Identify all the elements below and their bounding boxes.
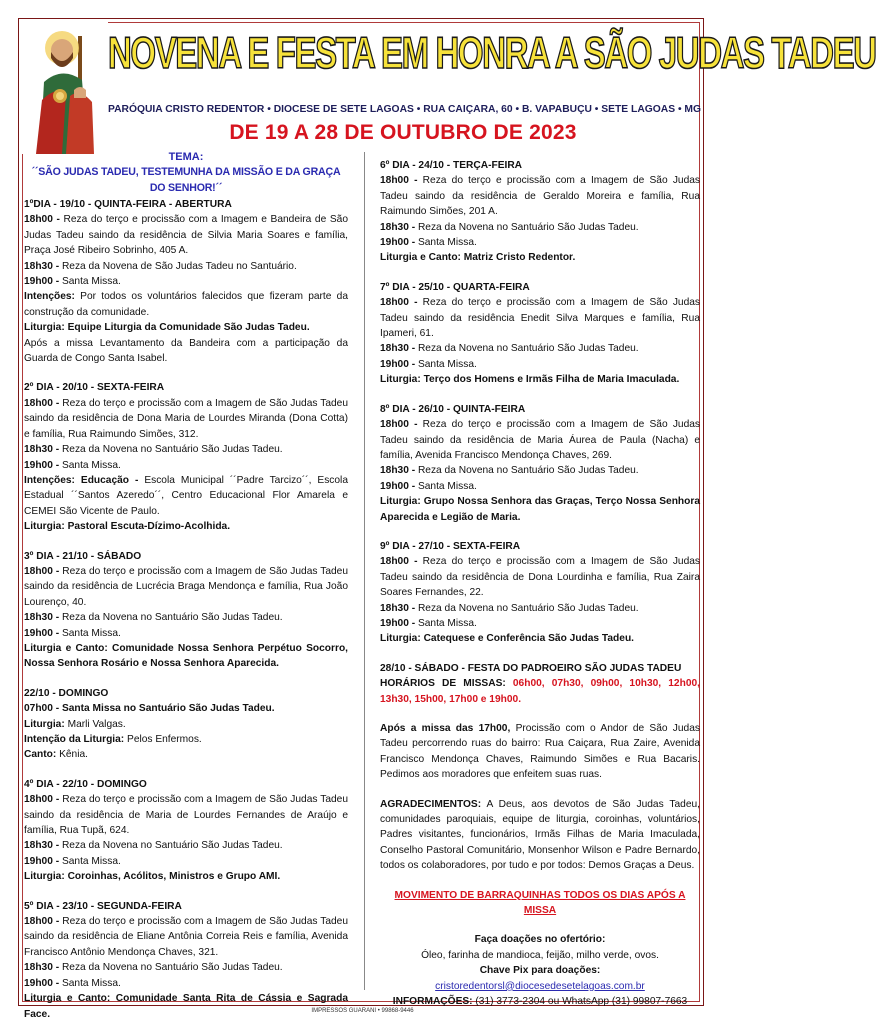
day-4 — [24, 777, 348, 885]
day-heading: 8º DIA - 26/10 - QUINTA-FEIRA — [380, 403, 526, 415]
page-title: NOVENA E FESTA EM HONRA A SÃO JUDAS TADEU — [108, 27, 876, 78]
day-liturgy: Liturgia: Catequese e Conferência São Judas Tadeu. — [380, 633, 634, 645]
day-liturgy: Liturgia: Grupo Nossa Senhora das Graças, Terço Nossa Senhora Aparecida e Legião de Maria. — [380, 496, 700, 523]
day-heading: 7º DIA - 25/10 - QUARTA-FEIRA — [380, 281, 530, 293]
barraquinhas-notice: MOVIMENTO DE BARRAQUINHAS TODOS OS DIAS APÓS A MISSA — [394, 889, 686, 917]
day-line: Após a missa Levantamento da Bandeira com a participação da Guarda de Congo Santa Isabel. — [24, 337, 348, 365]
event-dates: DE 19 A 28 DE OUTUBRO DE 2023 — [229, 121, 577, 144]
festa-block — [380, 661, 700, 707]
day-line: Canto: Kênia. — [24, 749, 88, 761]
day-3 — [24, 549, 348, 672]
tema-text: ´´SÃO JUDAS TADEU, TESTEMUNHA DA MISSÃO E DA GRAÇA DO SENHOR!´´ — [31, 166, 341, 194]
day-line: 19h00 - Santa Missa. — [380, 480, 477, 492]
left-column — [24, 150, 348, 1036]
day-7 — [380, 280, 700, 388]
day-line: 18h00 - Reza do terço e procissão com a Imagem de São Judas Tadeu saindo da residência de Eliane Antônia Correia Reis e família, Avenida Francisco Antônio Mendonça Chaves, 321. — [24, 916, 349, 958]
informacoes-line: INFORMAÇÕES: (31) 3773-2304 ou WhatsApp (31) 99807-7663 — [392, 996, 688, 1008]
day-line: Liturgia: Marli Valgas. — [24, 718, 126, 730]
day-liturgy: Liturgia e Canto: Comunidade Nossa Senhora Perpétuo Socorro, Nossa Senhora Rosário e Nossa Senhora Aparecida. — [24, 642, 348, 670]
printer-credit: IMPRESSOS GUARANI • 99868-9446 — [311, 1008, 414, 1014]
day-line: 19h00 - Santa Missa. — [24, 276, 121, 288]
day-line: 18h00 - Reza do terço e procissão com a Imagem de São Judas Tadeu saindo da residência Enedit Silva Marques e família, Rua Ipameri, 61. — [380, 297, 700, 340]
day-line: Intenções: Por todos os voluntários falecidos que fizeram parte da construção da comunidade. — [24, 291, 348, 318]
day-line: 18h00 - Reza do terço e procissão com a Imagem de São Judas Tadeu saindo da residência de Geraldo Moreira e família, Rua Raimundo Simões, 201 A. — [380, 175, 700, 218]
day-liturgy: Liturgia: Equipe Liturgia da Comunidade São Judas Tadeu. — [24, 322, 310, 334]
day-1 — [24, 197, 348, 366]
day-line: 07h00 - Santa Missa no Santuário São Judas Tadeu. — [24, 703, 275, 715]
day-line: 18h30 - Reza da Novena no Santuário São Judas Tadeu. — [380, 602, 639, 614]
day-line: 18h30 - Reza da Novena no Santuário São Judas Tadeu. — [380, 221, 639, 233]
day-heading: 9º DIA - 27/10 - SEXTA-FEIRA — [380, 540, 521, 552]
day-liturgy: Liturgia e Canto: Matriz Cristo Redentor. — [380, 252, 576, 264]
day-line: 18h30 - Reza da Novena de São Judas Tadeu no Santuário. — [24, 260, 297, 272]
festa-heading: 28/10 - SÁBADO - FESTA DO PADROEIRO SÃO JUDAS TADEU — [380, 662, 682, 674]
day-liturgy: Liturgia: Pastoral Escuta-Dízimo-Acolhida. — [24, 521, 231, 533]
day-2 — [24, 380, 348, 534]
day-8 — [380, 402, 700, 525]
day-line: 19h00 - Santa Missa. — [380, 358, 477, 370]
day-6 — [380, 158, 700, 266]
day-line: 18h00 - Reza do terço e procissão com a Imagem de São Judas Tadeu saindo da residência de Dona Maria de Lourdes Miranda (Dona Cotta) e família, Rua Raimundo Simões, 312. — [24, 397, 349, 440]
day-line: 18h30 - Reza da Novena no Santuário São Judas Tadeu. — [380, 343, 639, 355]
day-line: 19h00 - Santa Missa. — [24, 977, 121, 989]
day-line: 18h30 - Reza da Novena no Santuário São Judas Tadeu. — [24, 444, 283, 456]
day-line: 18h00 - Reza do terço e procissão com a Imagem e Bandeira de São Judas Tadeu saindo da residência de Silvia Maria Soares e família, Praça José Ribeiro Sobrinho, 405 A. — [24, 214, 349, 257]
procissao-block — [380, 721, 700, 783]
pix-email-link[interactable]: cristoredentorsl@diocesedesetelagoas.com.br — [435, 980, 645, 992]
day-heading: 1ºDIA - 19/10 - QUINTA-FEIRA - ABERTURA — [24, 199, 232, 210]
day-line: 18h00 - Reza do terço e procissão com a Imagem de São Judas Tadeu saindo da residência de Lucrécia Braga Mendonça e família, Rua João Lourenço, 40. — [24, 565, 349, 608]
tema-label: TEMA: — [168, 151, 204, 163]
day-line: 19h00 - Santa Missa. — [24, 459, 121, 471]
doacoes-title: Faça doações no ofertório: — [474, 934, 606, 946]
day-heading: 22/10 - DOMINGO — [24, 687, 109, 699]
day-line: 18h30 - Reza da Novena no Santuário São Judas Tadeu. — [24, 962, 283, 974]
day-heading: 4º DIA - 22/10 - DOMINGO — [24, 778, 147, 790]
pix-label: Chave Pix para doações: — [479, 965, 601, 977]
day-line: 18h00 - Reza do terço e procissão com a Imagem de São Judas Tadeu saindo da residência de Maria de Lourdes Fernandes de Araújo e família, Rua Tupã, 624. — [24, 794, 349, 837]
day-9 — [380, 539, 700, 647]
day-heading: 3º DIA - 21/10 - SÁBADO — [24, 550, 142, 562]
procissao-text: Após a missa das 17h00, Procissão com o Andor de São Judas Tadeu percorrendo ruas do bairro: Rua Caiçara, Rua Zaire, Avenida Francisco Mendonça Chaves, Raimundo Simões e Rua Bacaris. Pedimos aos moradores que enfeitem suas ruas. — [380, 723, 700, 781]
day-liturgy: Liturgia e Canto: Comunidade Santa Rita de Cássia e Sagrada Face. — [24, 993, 348, 1020]
day-line: 18h00 - Reza do terço e procissão com a Imagem de São Judas Tadeu saindo da residência de Maria Áurea de Paula (Nacha) e família, Avenida Francisco Mendonça Chaves, 269. — [380, 419, 700, 461]
day-liturgy: Liturgia: Coroinhas, Acólitos, Ministros e Grupo AMI. — [24, 871, 281, 883]
day-heading: 5º DIA - 23/10 - SEGUNDA-FEIRA — [24, 900, 182, 912]
day-line: 19h00 - Santa Missa. — [24, 855, 121, 867]
day-line: 18h30 - Reza da Novena no Santuário São Judas Tadeu. — [24, 840, 283, 852]
day-line: 19h00 - Santa Missa. — [380, 617, 477, 629]
day-line: 19h00 - Santa Missa. — [24, 627, 121, 639]
parish-subtitle: PARÓQUIA CRISTO REDENTOR • DIOCESE DE SETE LAGOAS • RUA CAIÇARA, 60 • B. VAPABUÇU • SETE LAGOAS • MG — [108, 104, 701, 115]
day-sunday-mass — [24, 686, 348, 763]
festa-horarios: HORÁRIOS DE MISSAS: 06h00, 07h30, 09h00, 10h30, 12h00, 13h30, 15h00, 17h00 e 19h00. — [380, 678, 700, 705]
day-line: 18h30 - Reza da Novena no Santuário São Judas Tadeu. — [380, 465, 639, 477]
agradecimentos-text: AGRADECIMENTOS: A Deus, aos devotos de São Judas Tadeu, comunidades paroquiais, equipe de liturgia, coroinhas, voluntários, Padres visitantes, funcionários, Irmãs Filhas de Maria Imaculada, Conselho Pastoral Comunitário, Monsenhor Wilson e Padre Bernardo, todos os colaboradores, por tudo e por todos: Demos Graças a Deus. — [380, 798, 700, 872]
day-heading: 6º DIA - 24/10 - TERÇA-FEIRA — [380, 160, 523, 171]
day-line: 18h30 - Reza da Novena no Santuário São Judas Tadeu. — [24, 612, 283, 624]
day-line: Intenção da Liturgia: Pelos Enfermos. — [24, 734, 202, 745]
day-5 — [24, 899, 348, 1022]
saint-jude-icon — [22, 22, 108, 154]
barraquinhas-block — [380, 888, 700, 919]
day-line: Intenções: Educação - Escola Municipal ´´Padre Tarcizo´´, Escola Estadual ´´Santos Azeredo´´, Centro Educacional Flor Amarela e CEMEI São Vicente de Paulo. — [24, 474, 348, 517]
doacoes-items: Óleo, farinha de mandioca, feijão, milho verde, ovos. — [421, 949, 659, 961]
agradecimentos-block — [380, 797, 700, 874]
day-line: 18h00 - Reza do terço e procissão com a Imagem de São Judas Tadeu saindo da residência de Dona Lourdinha e família, Rua Zaira Soares Fernandes, 22. — [380, 556, 700, 599]
right-column — [380, 158, 700, 1010]
day-line: 19h00 - Santa Missa. — [380, 237, 477, 249]
doacoes-block — [380, 932, 700, 1009]
column-divider — [364, 152, 365, 990]
day-liturgy: Liturgia: Terço dos Homens e Irmãs Filha de Maria Imaculada. — [380, 374, 680, 386]
day-heading: 2º DIA - 20/10 - SEXTA-FEIRA — [24, 382, 165, 394]
